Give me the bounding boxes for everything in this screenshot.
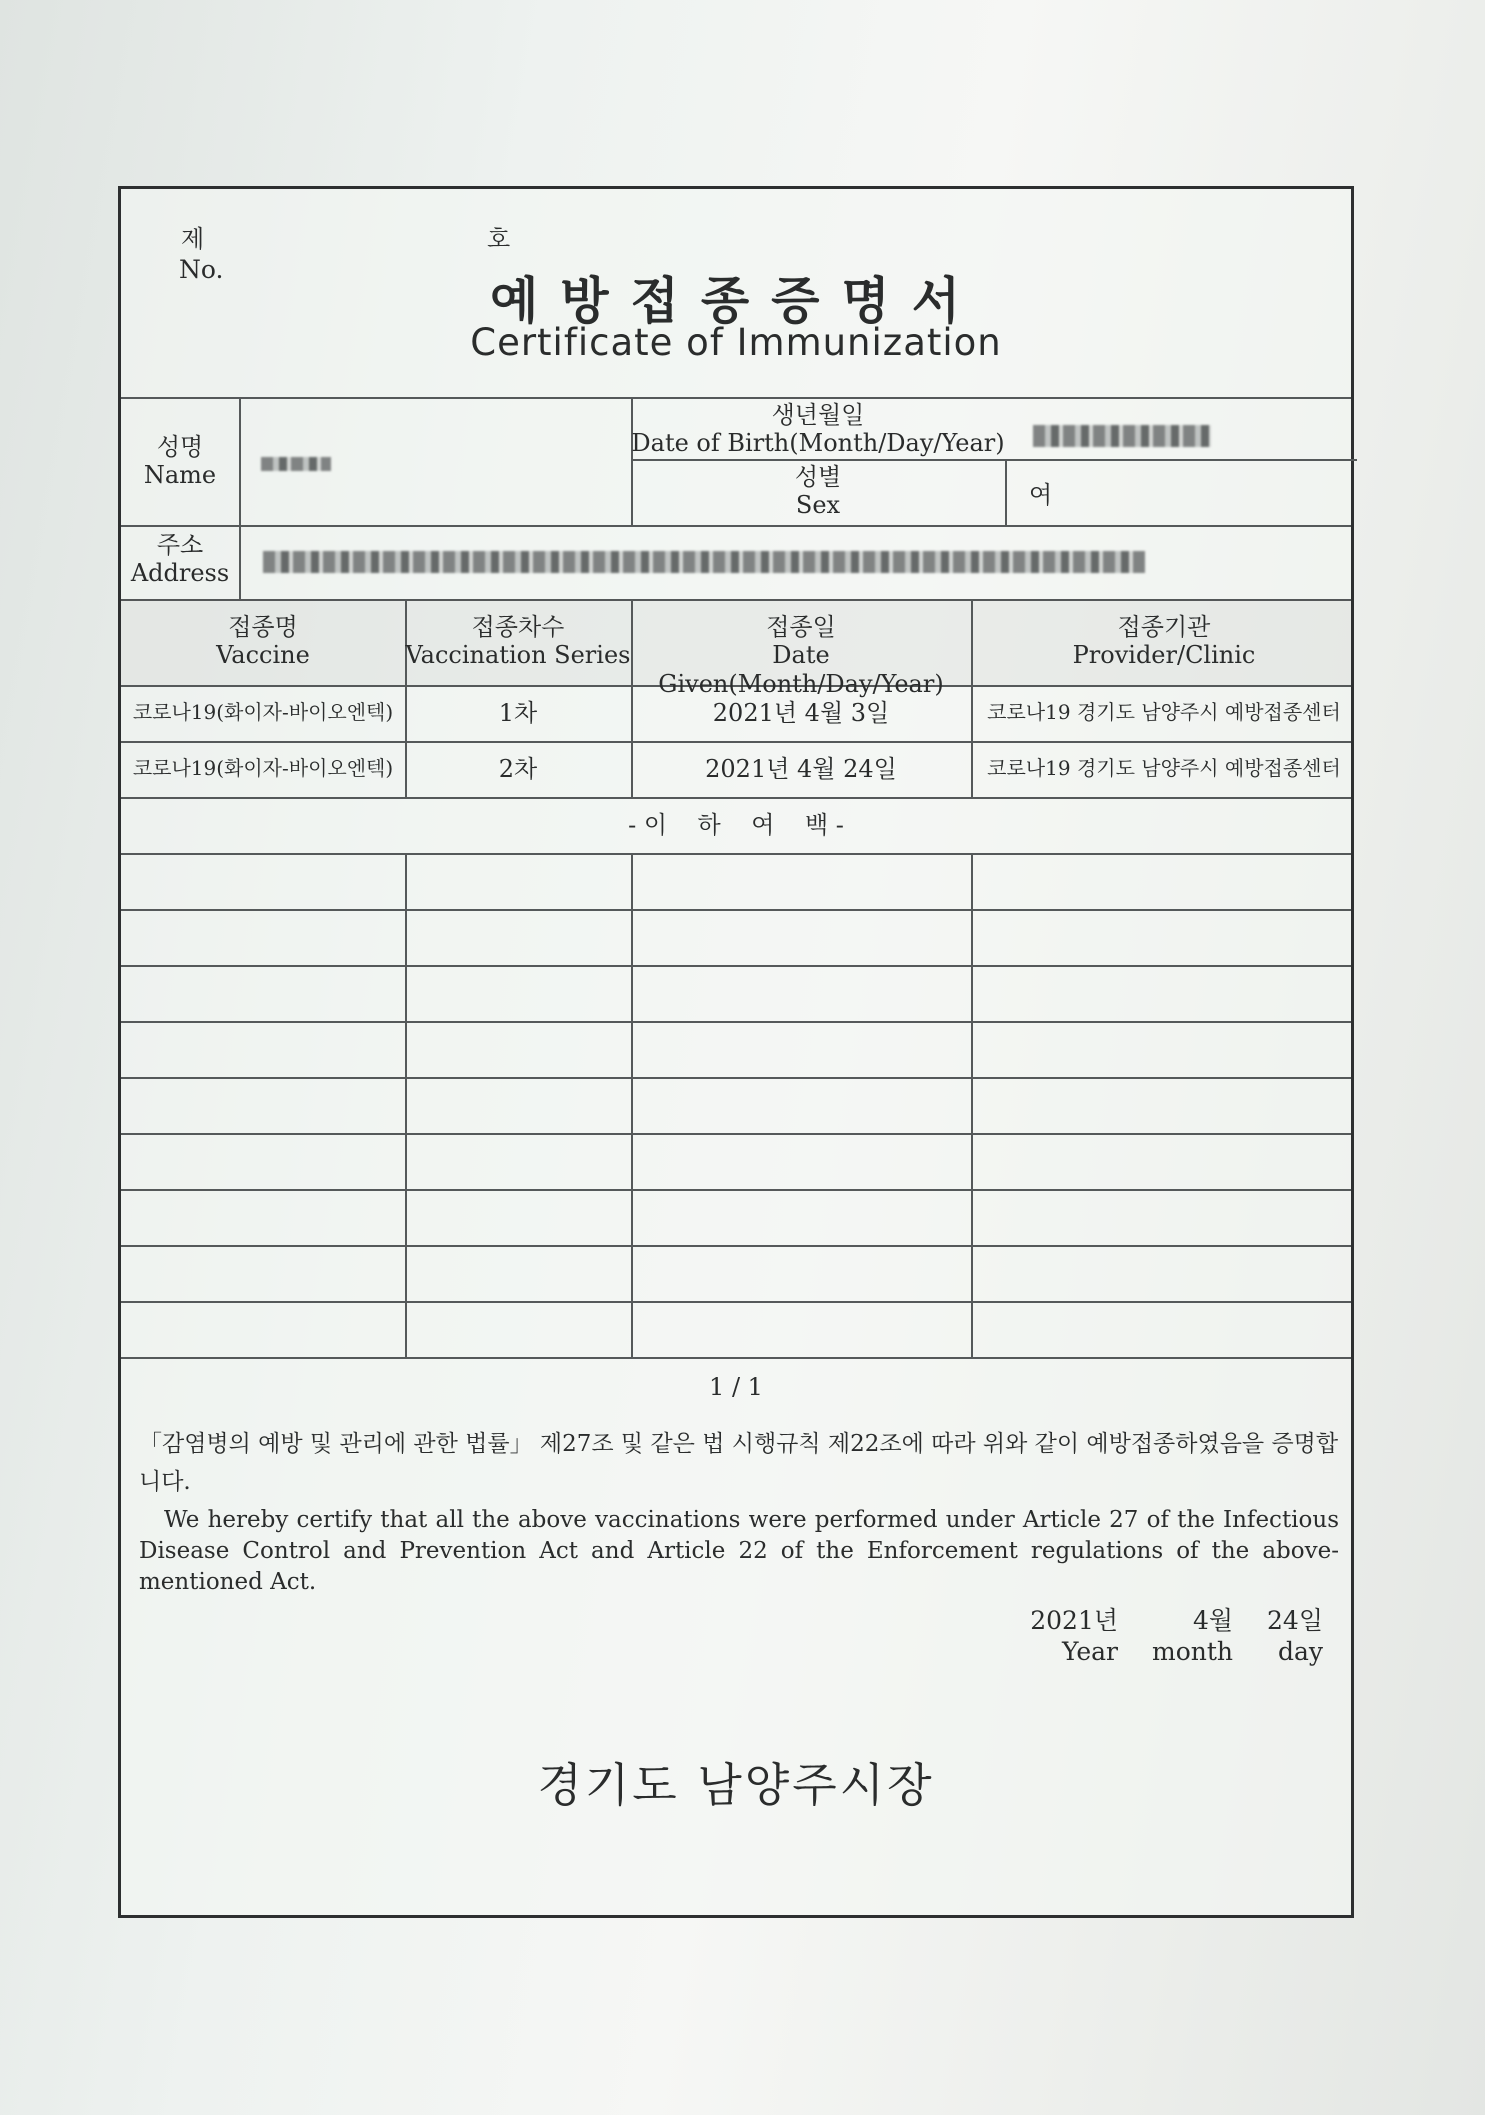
redacted-address: [263, 551, 1145, 573]
address-label-ko: 주소: [156, 531, 204, 559]
divider: [121, 1245, 1351, 1247]
column-header-en: Provider/Clinic: [1072, 641, 1256, 670]
certification-statement-en: We hereby certify that all the above vaccinations were performed under Article 27 of the Infectious Disease Control and Prevention Act and Article 22 of the Enforcement regulations of the above-mentioned Act.: [139, 1507, 1339, 1596]
issue-month: 4월: [1192, 1606, 1234, 1635]
divider: [239, 397, 241, 599]
divider: [405, 853, 407, 1357]
name-label-en: Name: [143, 461, 217, 490]
title-english: Certificate of Immunization: [470, 321, 1002, 364]
row-2-date: 2021년 4월 24일: [705, 755, 897, 783]
divider: [121, 853, 1351, 855]
dob-label-ko: 생년월일: [771, 401, 865, 429]
dob-label-en: Date of Birth(Month/Day/Year): [631, 429, 1005, 458]
redacted-dob: [1033, 425, 1211, 447]
issue-date: [996, 1601, 1323, 1666]
certification-statement-ko: 「감염병의 예방 및 관리에 관한 법률」 제27조 및 같은 법 시행규칙 제22조에 따라 위와 같이 예방접종하였음을 증명합니다.: [139, 1431, 1339, 1495]
number-suffix: 호: [487, 225, 511, 253]
row-1-date: 2021년 4월 3일: [712, 699, 890, 727]
column-header-ko: 접종명: [228, 613, 298, 641]
issue-day: 24일: [1267, 1606, 1323, 1635]
column-header-ko: 접종기관: [1117, 613, 1211, 641]
divider: [121, 1301, 1351, 1303]
divider: [121, 525, 1351, 527]
sex-label-en: Sex: [795, 491, 841, 520]
divider: [971, 853, 973, 1357]
address-label: [121, 531, 239, 588]
divider: [121, 1357, 1351, 1359]
row-2-series: 2차: [498, 755, 538, 783]
sex-value: 여: [1029, 481, 1053, 509]
name-label-ko: 성명: [156, 433, 204, 461]
redacted-name: [261, 457, 331, 471]
day-label: day: [1277, 1637, 1323, 1666]
certificate-page: [118, 186, 1354, 1918]
column-header-ko: 접종차수: [471, 613, 565, 641]
divider: [121, 1077, 1351, 1079]
number-label-ko: 제: [181, 225, 205, 253]
end-of-list-marker: - 이 하 여 백 -: [628, 811, 844, 839]
row-1-vaccine: 코로나19(화이자-바이오엔텍): [132, 700, 394, 724]
number-label-en: No.: [179, 255, 224, 284]
issue-year: 2021년: [1030, 1606, 1119, 1635]
title-korean: 예방접종증명서: [489, 271, 983, 330]
page-indicator: 1 / 1: [709, 1373, 763, 1401]
divider: [121, 965, 1351, 967]
column-header-en: Date Given(Month/Day/Year): [658, 641, 944, 698]
column-header-vaccine: [121, 613, 405, 670]
month-label: month: [1152, 1637, 1234, 1666]
row-2-vaccine: 코로나19(화이자-바이오엔텍): [132, 756, 394, 780]
divider: [121, 797, 1351, 799]
column-header-en: Vaccination Series: [405, 641, 631, 670]
address-label-en: Address: [130, 559, 230, 588]
name-label: [121, 433, 239, 490]
divider: [121, 1133, 1351, 1135]
row-1-provider: 코로나19 경기도 남양주시 예방접종센터: [987, 700, 1341, 724]
column-header-en: Vaccine: [216, 641, 310, 670]
divider: [121, 1189, 1351, 1191]
sex-label-ko: 성별: [794, 463, 842, 491]
column-header-series: [405, 613, 631, 670]
divider: [631, 853, 633, 1357]
issuing-authority: 경기도 남양주시장: [537, 1758, 935, 1812]
row-2-provider: 코로나19 경기도 남양주시 예방접종센터: [987, 756, 1341, 780]
divider: [121, 909, 1351, 911]
sex-label: [631, 463, 1005, 520]
column-header-date: [631, 613, 971, 698]
row-1-series: 1차: [498, 699, 538, 727]
column-header-ko: 접종일: [766, 613, 836, 641]
divider: [121, 1021, 1351, 1023]
divider: [121, 741, 1351, 743]
divider: [631, 459, 1357, 461]
divider: [1005, 459, 1007, 525]
column-header-provider: [971, 613, 1357, 670]
year-label: Year: [1062, 1637, 1119, 1666]
divider: [121, 397, 1351, 399]
dob-label: [631, 401, 1005, 458]
